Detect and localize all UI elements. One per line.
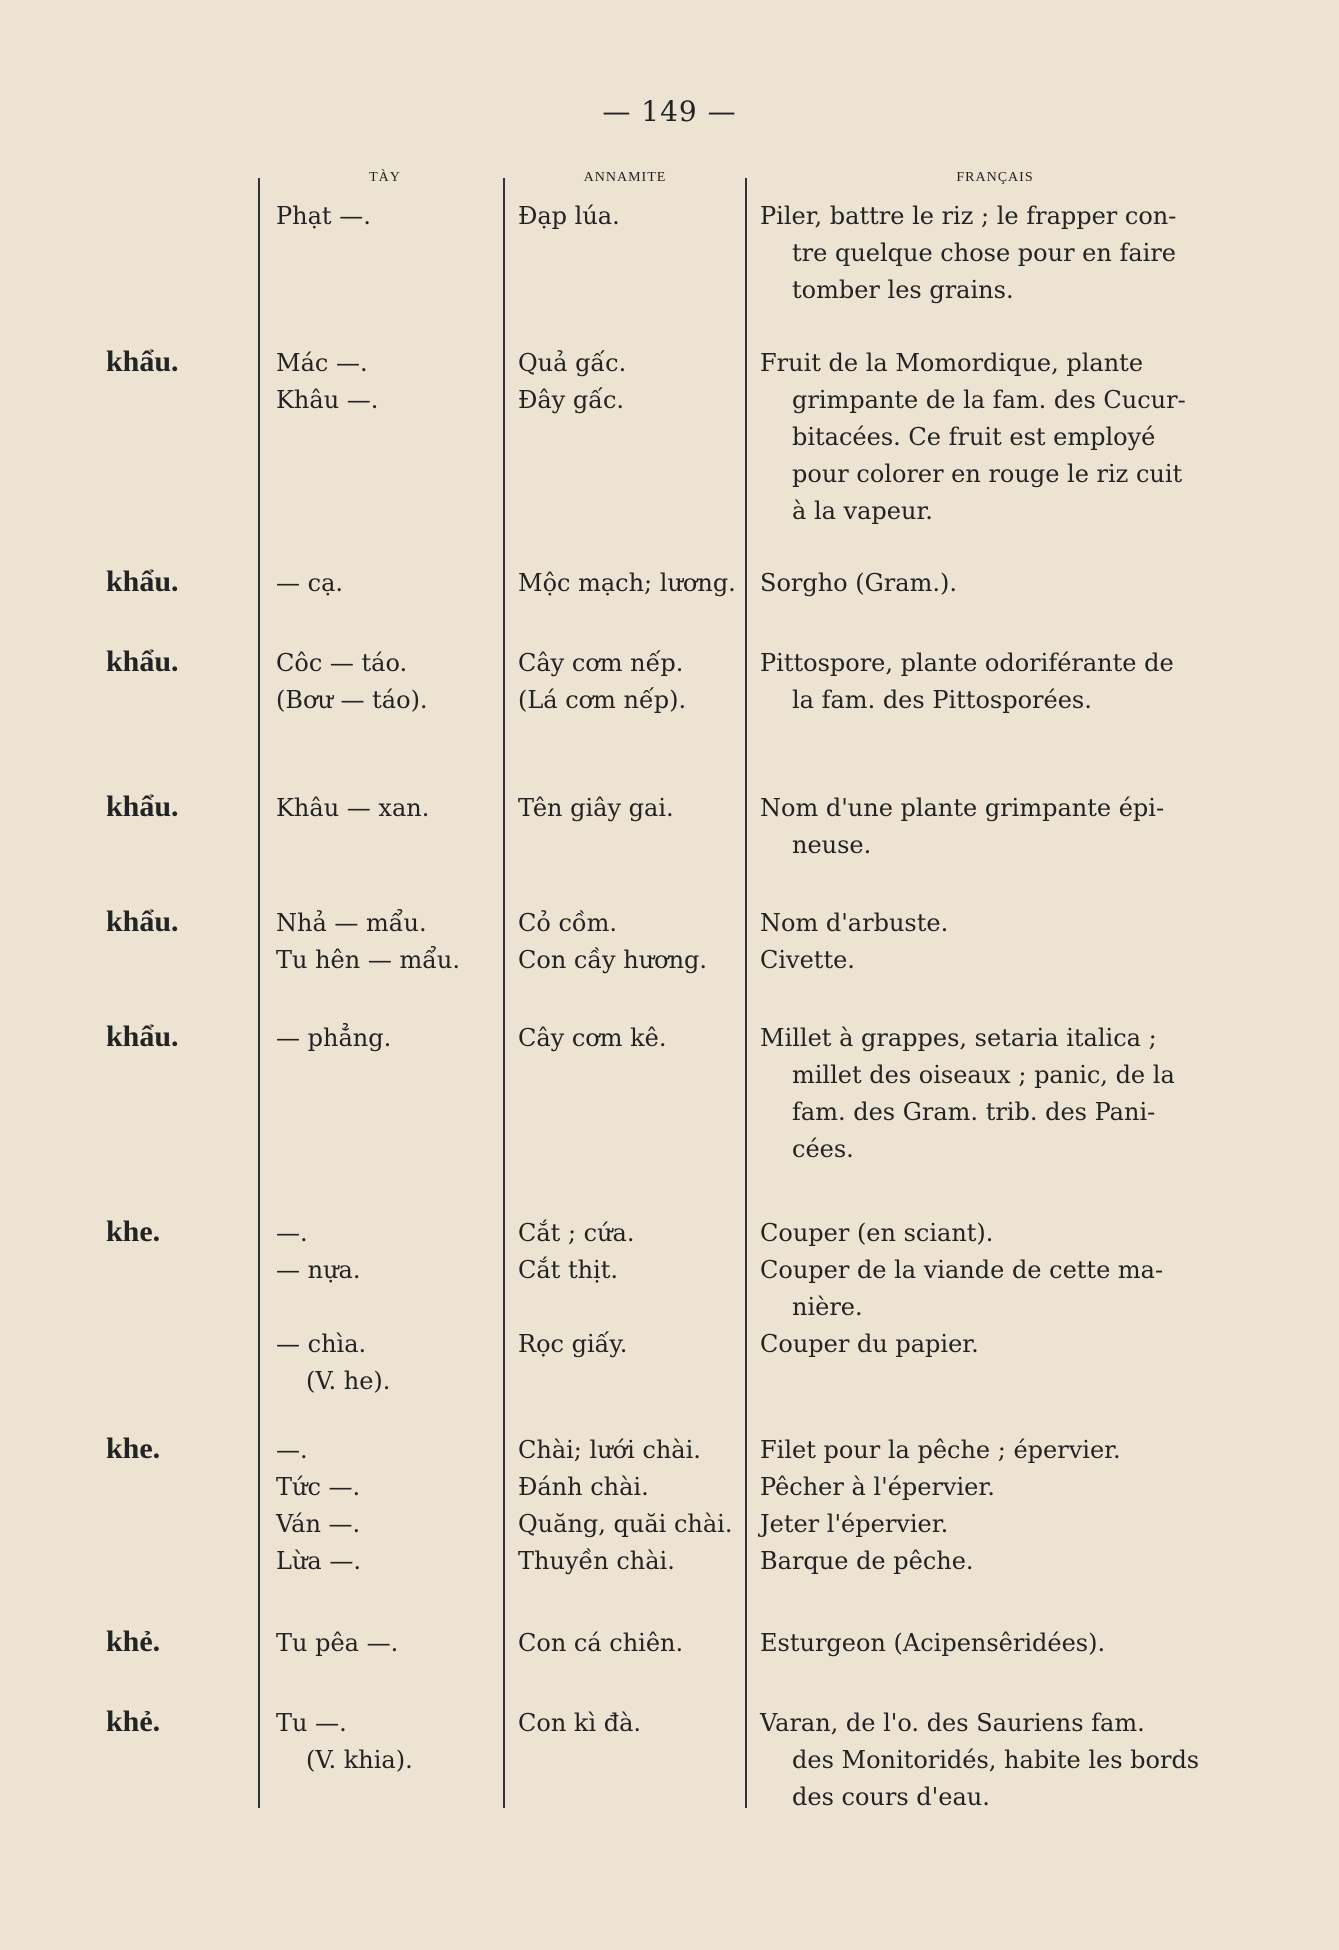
tay-line: (V. he). (306, 1367, 391, 1395)
francais-line: neuse. (792, 831, 872, 859)
entry-headword: khẩu. (106, 790, 179, 823)
tay-line: — chìa. (276, 1330, 367, 1358)
francais-line: Jeter l'épervier. (760, 1510, 949, 1538)
annamite-cell (518, 905, 748, 979)
annamite-line: Quả gấc. (518, 349, 627, 377)
page-number: — 149 — (602, 95, 737, 128)
tay-line: —. (276, 1436, 308, 1464)
francais-line: fam. des Gram. trib. des Pani- (792, 1098, 1156, 1126)
francais-line: Fruit de la Momordique, plante (760, 349, 1144, 377)
tay-line: Phạt —. (276, 202, 371, 230)
tay-cell (276, 905, 496, 979)
francais-line: Barque de pêche. (760, 1547, 974, 1575)
francais-line: pour colorer en rouge le riz cuit (792, 460, 1183, 488)
tay-line: Lừa —. (276, 1547, 361, 1575)
tay-line: (V. khia). (306, 1746, 413, 1774)
entry-headword: khẩu. (106, 645, 179, 678)
annamite-line: Con cầy hương. (518, 946, 708, 974)
tay-cell (276, 1020, 496, 1057)
annamite-cell (518, 790, 748, 827)
entry-headword: khẩu. (106, 345, 179, 378)
annamite-line: Con cá chiên. (518, 1629, 684, 1657)
francais-line: bitacées. Ce fruit est employé (792, 423, 1156, 451)
annamite-line: Mộc mạch; lương. (518, 569, 736, 597)
annamite-line: Cắt ; cứa. (518, 1219, 635, 1247)
francais-line: Millet à grappes, setaria italica ; (760, 1024, 1157, 1052)
tay-cell (276, 565, 496, 602)
tay-line: Tu hên — mẩu. (276, 946, 461, 974)
tay-line: Côc — táo. (276, 649, 408, 677)
annamite-cell (518, 1020, 748, 1057)
entry-headword: khe. (106, 1215, 161, 1248)
annamite-line: Con kì đà. (518, 1709, 642, 1737)
francais-cell (760, 790, 1210, 864)
francais-line: Filet pour la pêche ; épervier. (760, 1436, 1121, 1464)
tay-cell (276, 1625, 496, 1662)
entry-headword: khẻ. (106, 1625, 161, 1658)
francais-line: Pittospore, plante odoriférante de (760, 649, 1174, 677)
tay-line: Khâu — xan. (276, 794, 430, 822)
francais-line: Piler, battre le riz ; le frapper con- (760, 202, 1177, 230)
francais-line: des Monitoridés, habite les bords (792, 1746, 1200, 1774)
entry-headword: khe. (106, 1432, 161, 1465)
francais-line: la fam. des Pittosporées. (792, 686, 1092, 714)
tay-line: Khâu —. (276, 386, 379, 414)
francais-line: Nom d'arbuste. (760, 909, 949, 937)
francais-line: Sorgho (Gram.). (760, 569, 957, 597)
francais-line: Esturgeon (Acipensêridées). (760, 1629, 1106, 1657)
francais-line: tre quelque chose pour en faire (792, 239, 1176, 267)
tay-line: — phẳng. (276, 1024, 392, 1052)
tay-line (276, 1289, 496, 1326)
annamite-cell (518, 1625, 748, 1662)
tay-line: Tức —. (276, 1473, 361, 1501)
annamite-line (518, 1289, 748, 1326)
francais-line: à la vapeur. (792, 497, 933, 525)
annamite-cell (518, 1705, 748, 1742)
francais-line: Couper (en sciant). (760, 1219, 994, 1247)
francais-line: Nom d'une plante grimpante épi- (760, 794, 1165, 822)
entry-headword: khẻ. (106, 1705, 161, 1738)
francais-cell (760, 1625, 1210, 1662)
tay-cell (276, 1705, 496, 1779)
annamite-line: Thuyền chài. (518, 1547, 675, 1575)
column-header-francais: FRANÇAIS (956, 170, 1034, 185)
annamite-line (518, 1363, 748, 1400)
annamite-cell (518, 645, 748, 719)
tay-line: Tu —. (276, 1709, 347, 1737)
francais-line: tomber les grains. (792, 276, 1014, 304)
francais-line: Varan, de l'o. des Sauriens fam. (760, 1709, 1145, 1737)
tay-line: Mác —. (276, 349, 368, 377)
tay-line: —. (276, 1219, 308, 1247)
annamite-line: Cắt thịt. (518, 1256, 618, 1284)
francais-cell (760, 1215, 1210, 1363)
annamite-line: (Lá cơm nếp). (518, 686, 687, 714)
francais-line: nière. (792, 1293, 863, 1321)
tay-cell (276, 790, 496, 827)
francais-cell (760, 565, 1210, 602)
tay-cell (276, 645, 496, 719)
column-rule-middle (503, 178, 505, 1808)
entry-headword: khẩu. (106, 1020, 179, 1053)
annamite-cell (518, 1215, 748, 1400)
francais-cell (760, 1020, 1210, 1168)
tay-line: (Bơư — táo). (276, 686, 428, 714)
column-rule-left (258, 178, 260, 1808)
francais-cell (760, 1705, 1210, 1816)
tay-cell (276, 198, 496, 235)
tay-cell (276, 345, 496, 419)
entry-headword: khẩu. (106, 905, 179, 938)
annamite-cell (518, 198, 748, 235)
tay-line: Ván —. (276, 1510, 361, 1538)
annamite-line: Cây cơm kê. (518, 1024, 667, 1052)
column-header-annamite: ANNAMITE (583, 170, 667, 185)
annamite-cell (518, 1432, 748, 1580)
francais-cell (760, 1432, 1210, 1580)
francais-line: Couper du papier. (760, 1330, 979, 1358)
francais-cell (760, 198, 1210, 309)
annamite-line: Cây cơm nếp. (518, 649, 684, 677)
francais-line: millet des oiseaux ; panic, de la (792, 1061, 1175, 1089)
tay-line: Tu pêa —. (276, 1629, 399, 1657)
francais-cell (760, 345, 1210, 530)
annamite-line: Cỏ cồm. (518, 909, 617, 937)
annamite-line: Quăng, quăi chài. (518, 1510, 733, 1538)
tay-line: — cạ. (276, 569, 344, 597)
tay-line: — nựa. (276, 1256, 361, 1284)
annamite-cell (518, 565, 748, 602)
francais-cell (760, 905, 1210, 979)
annamite-cell (518, 345, 748, 419)
column-header-tay: TÀY (369, 170, 401, 185)
francais-line: des cours d'eau. (792, 1783, 990, 1811)
annamite-line: Đạp lúa. (518, 202, 620, 230)
francais-line: Civette. (760, 946, 855, 974)
francais-line: Pêcher à l'épervier. (760, 1473, 995, 1501)
francais-line: Couper de la viande de cette ma- (760, 1256, 1164, 1284)
annamite-line: Đánh chài. (518, 1473, 649, 1501)
entry-headword: khẩu. (106, 565, 179, 598)
annamite-line: Chài; lưới chài. (518, 1436, 701, 1464)
tay-line: Nhả — mẩu. (276, 909, 427, 937)
annamite-line: Rọc giấy. (518, 1330, 628, 1358)
francais-line: cées. (792, 1135, 854, 1163)
tay-cell (276, 1432, 496, 1580)
annamite-line: Đây gấc. (518, 386, 625, 414)
francais-cell (760, 645, 1210, 719)
annamite-line: Tên giây gai. (518, 794, 674, 822)
tay-cell (276, 1215, 496, 1400)
francais-line: grimpante de la fam. des Cucur- (792, 386, 1186, 414)
